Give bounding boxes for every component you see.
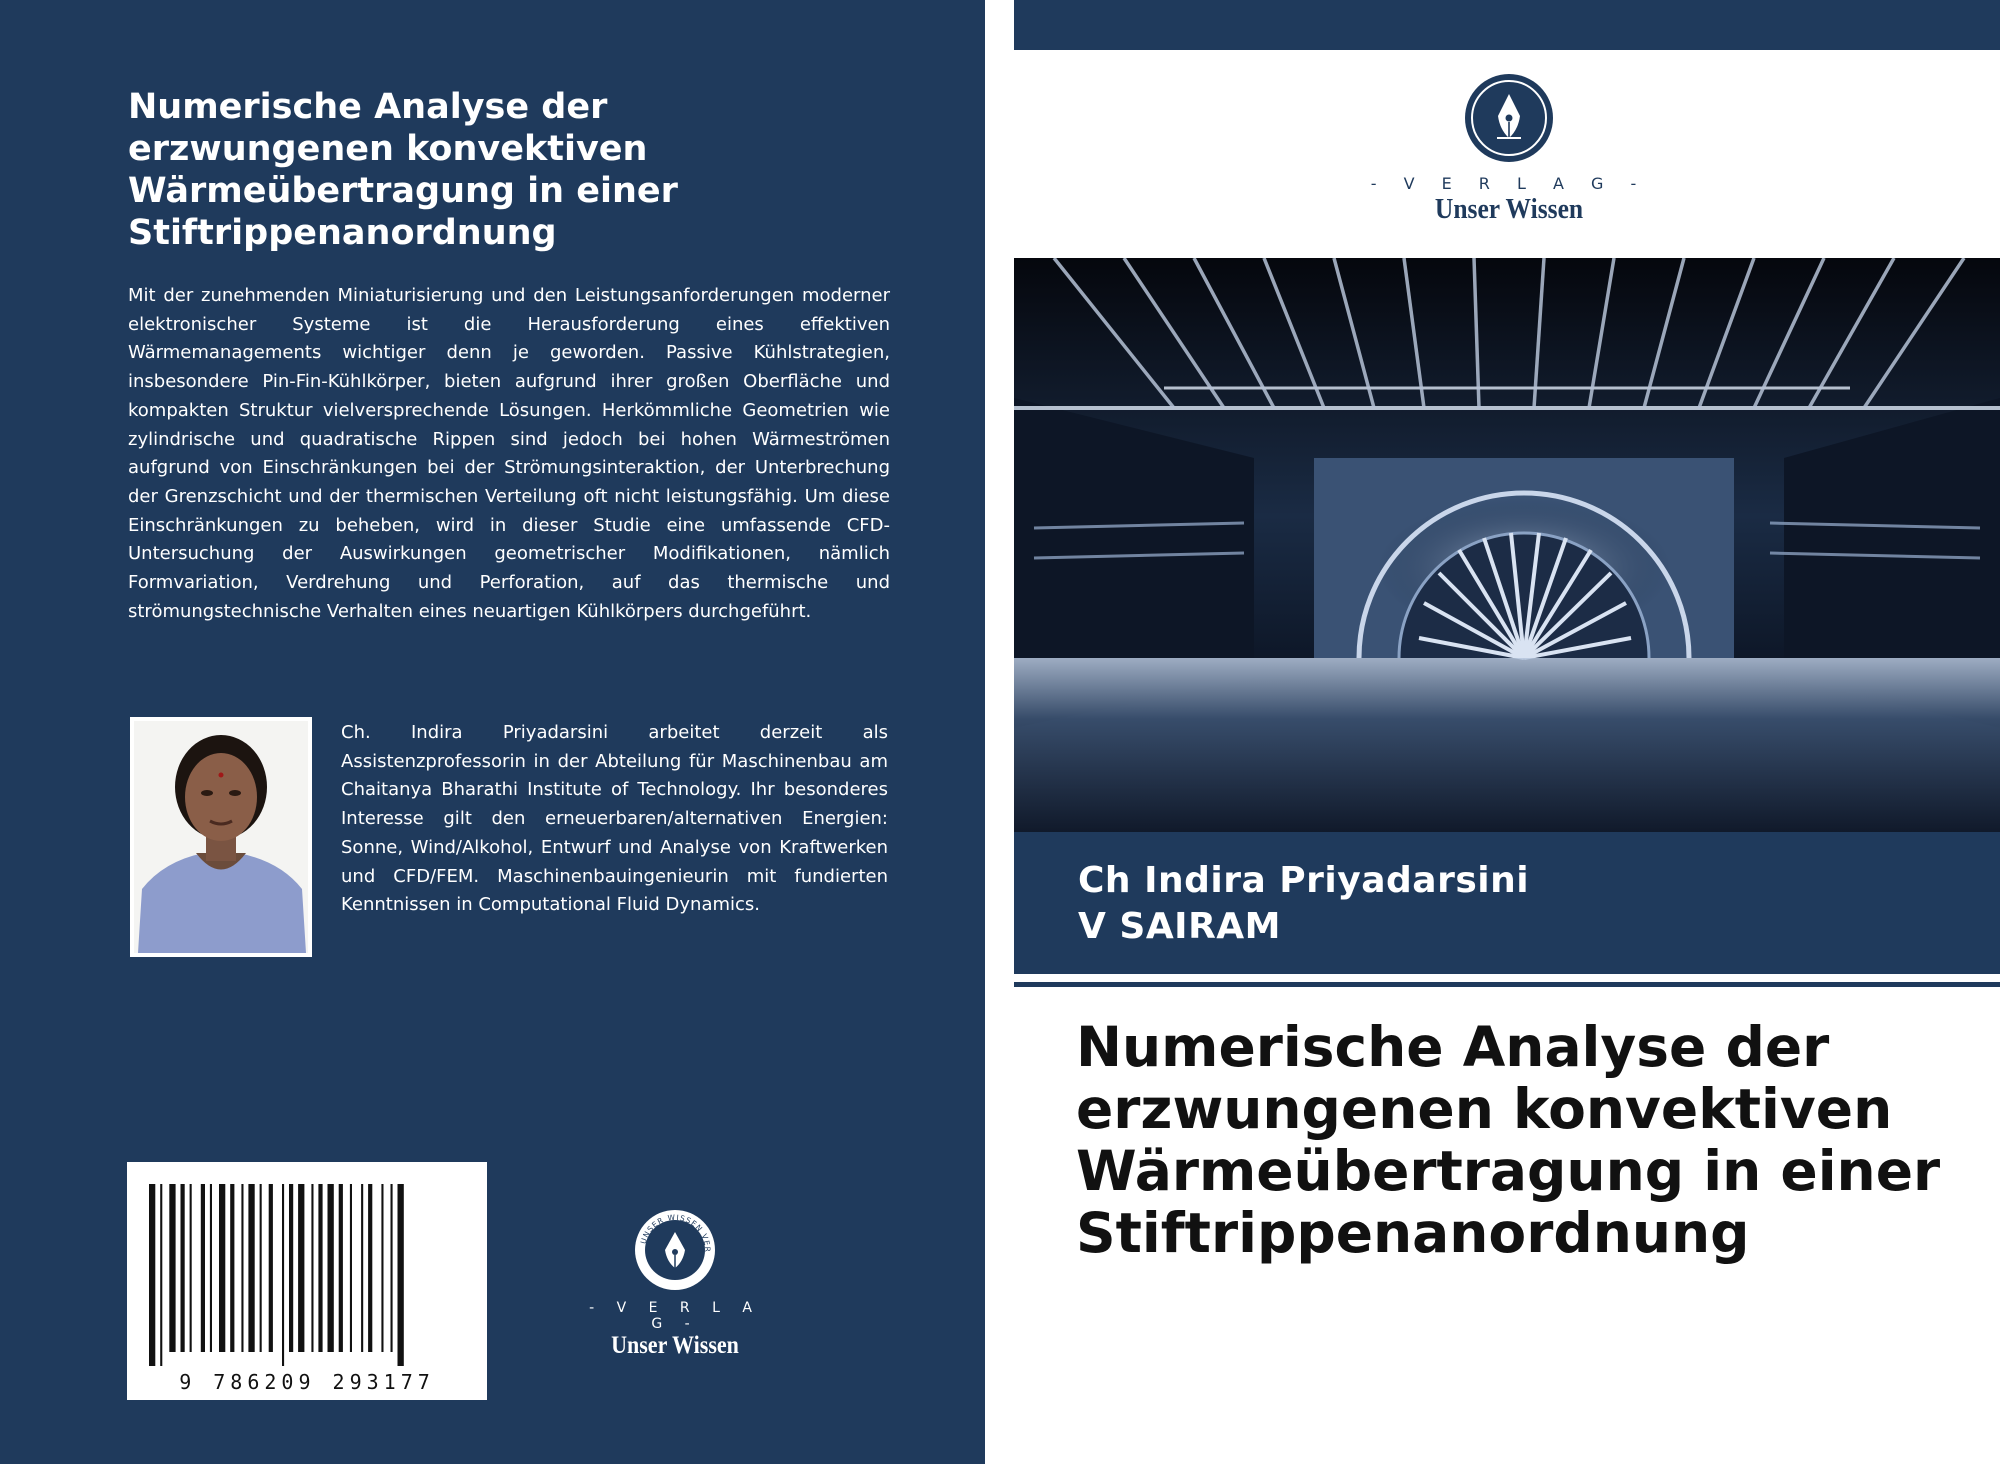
barcode-bar [169,1184,175,1352]
isbn-digits: 9 786209 293177 [179,1370,435,1394]
barcode-bar [289,1184,293,1352]
publisher-logo-back [575,1208,775,1359]
author-bio: Ch. Indira Priyadarsini arbeitet derzeit als Assistenzprofessorin in der Abteilung für Maschinenbau am Chaitanya Bharathi Institute of Technology. Ihr besonderes Interesse gilt den erneuerbaren/alternativen Energien: Sonne, Wind/Alkohol, Entwurf und Analyse von Kraftwerken und CFD/FEM. Maschinenbauingenieurin mit fundierten Kenntnissen in Computational Fluid Dynamics. [341,722,888,916]
barcode-bar [298,1184,304,1352]
book-spine [985,0,1014,1464]
barcode-bar [190,1184,192,1352]
barcode-bar [260,1184,262,1352]
front-cover [1014,0,2000,1464]
divider-rule [1014,982,2000,987]
barcode [127,1162,487,1400]
barcode-bar [241,1184,243,1352]
publisher-logo-front [1369,72,1649,225]
barcode-bar [248,1184,254,1352]
fountain-pen-nib-icon [1463,72,1555,164]
barcode-bar [201,1184,205,1352]
fountain-pen-nib-icon [633,1208,717,1292]
barcode-bar [149,1184,155,1366]
front-cover-title: Numerische Analyse der erzwungenen konvektiven Wärmeübertragung in einer Stiftrippenanordnung [1076,1015,1941,1265]
barcode-bar [181,1184,185,1352]
barcode-bar [311,1184,313,1352]
barcode-bar [339,1184,343,1352]
barcode-bar [269,1184,273,1352]
barcode-bar [318,1184,322,1352]
back-cover-blurb: Mit der zunehmenden Miniaturisierung und den Leistungsanforderungen moderner elektronischer Systeme ist die Herausforderung eines effektiven Wärmemanagements wichtiger denn je geworden. Passive Kühlstrategien, insbesondere Pin-Fin-Kühlkörper, bieten aufgrund ihrer großen Oberfläche und kompakten Struktur vielversprechende Lösungen. Herkömmliche Geometrien wie zylindrische und quadratische Rippen sind jedoch bei hohen Wärmeströmen aufgrund von Einschränkungen bei der Strömungsinteraktion, der Unterbrechung der Grenzschicht und der thermischen Verteilung oft nicht leistungsfähig. Um diese Einschränkungen zu beheben, wird in dieser Studie eine umfassende CFD-Untersuchung der Auswirkungen geometrischer Modifikationen, nämlich Formvariation, Verdrehung und Perforation, auf das thermische und strömungstechnische Verhalten eines neuartigen Kühlkörpers durchgeführt. [128,285,890,622]
barcode-bar [368,1184,372,1352]
publisher-name: Unser Wissen [1434,193,1584,225]
barcode-bar [350,1184,352,1352]
publisher-label: - V E R L A G - [1370,174,1648,193]
barcode-bar [219,1184,225,1352]
barcode-bar [230,1184,234,1352]
svg-text:UNSER WISSEN VERLAG: UNSER WISSEN VER [638,1212,713,1253]
barcode-bar [381,1184,383,1352]
author-name-2: V SAIRAM [1078,906,1281,947]
back-cover [0,0,985,1464]
oven-interior-photo [1014,258,2000,832]
barcode-bar [361,1184,363,1352]
barcode-bar [160,1184,162,1366]
author-band [1014,832,2000,974]
front-top-bar [1014,0,2000,50]
back-cover-title: Numerische Analyse der erzwungenen konvektiven Wärmeübertragung in einer Stiftrippenanordnung [128,87,678,253]
publisher-label: - V E R L A G - [589,1300,761,1332]
isbn-barcode [127,1162,487,1400]
barcode-bar [328,1184,334,1352]
barcode-bar [398,1184,404,1366]
publisher-name: Unser Wissen [611,1332,739,1359]
barcode-bar [282,1184,284,1366]
barcode-bar [210,1184,212,1352]
barcode-bar [391,1184,393,1352]
author-photo [130,717,312,957]
author-name-1: Ch Indira Priyadarsini [1078,860,1530,901]
